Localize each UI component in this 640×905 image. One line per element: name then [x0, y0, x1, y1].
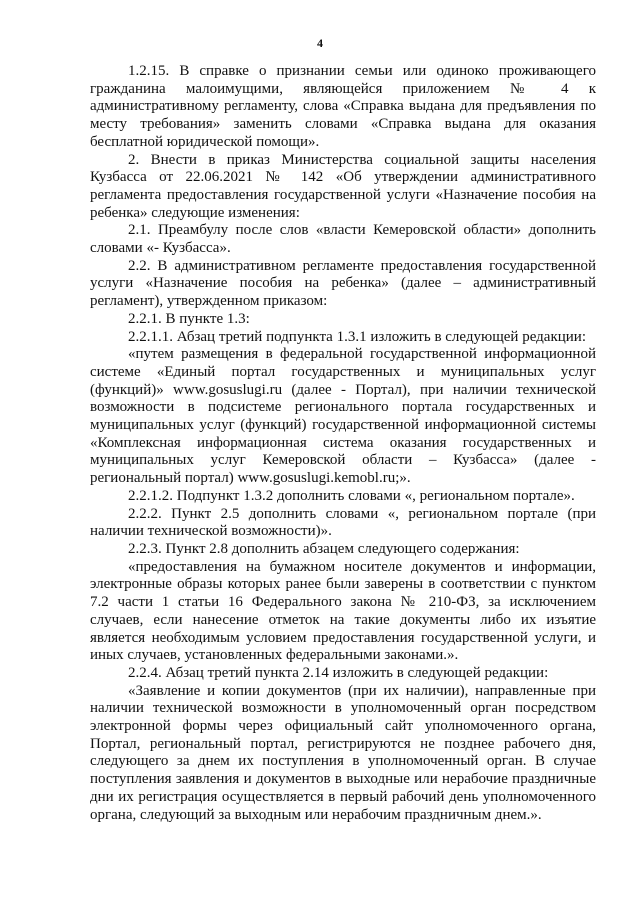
paragraph-2-2-1: 2.2.1. В пункте 1.3:: [128, 310, 250, 327]
paragraph-2-2-1-1: 2.2.1.1. Абзац третий подпункта 1.3.1 изложить в следующей редакции:: [128, 328, 586, 345]
paragraph-1-2-15: 1.2.15. В справке о признании семьи или одиноко проживающего гражданина малоимущими, являющейся приложением № 4 к административному регламенту, слова «Справка выдана для предъявления по месту требования» заменить словами «Справка выдана для оказания бесплатной юридической помощи».: [90, 63, 596, 150]
paragraph-quote-portal: «путем размещения в федеральной государственной информационной системе «Единый портал государственных и муниципальных услуг (функций)» www.gosuslugi.ru (далее - Портал), при наличии технической возможности в подсистеме регионального портала государственных и муниципальных услуг (функций) государственной информационной системы «Комплексная информационная система оказания государственных и муниципальных услуг Кемеровской области – Кузбасса» (далее - региональный портал) www.gosuslugi.kemobl.ru;».: [90, 346, 596, 487]
paragraph-2-2-4: 2.2.4. Абзац третий пункта 2.14 изложить в следующей редакции:: [128, 664, 549, 681]
paragraph-2: 2. Внести в приказ Министерства социальной защиты населения Кузбасса от 22.06.2021 № 142 «Об утверждении административного регламента предоставления государственной услуги «Назначение пособия на ребенка» следующие изменения:: [90, 151, 596, 221]
paragraph-2-2-3: 2.2.3. Пункт 2.8 дополнить абзацем следующего содержания:: [128, 540, 520, 557]
paragraph-2-2-1-2: 2.2.1.2. Подпункт 1.3.2 дополнить словами «, региональном портале».: [128, 487, 575, 504]
paragraph-quote-paper-documents: «предоставления на бумажном носителе документов и информации, электронные образы которых ранее были заверены в соответствии с пунктом 7.2 части 1 статьи 16 Федерального закона № 210-ФЗ, за исключением случаев, если нанесение отметок на такие документы либо их изъятие является необходимым условием предоставления государственной услуги, и иных случаев, установленных федеральными законами.».: [90, 558, 596, 664]
document-body: [90, 63, 596, 824]
paragraph-2-2-2: 2.2.2. Пункт 2.5 дополнить словами «, региональном портале (при наличии технической возможности)».: [90, 505, 596, 540]
paragraph-2-2: 2.2. В административном регламенте предоставления государственной услуги «Назначение пособия на ребенка» (далее – административный регламент), утвержденном приказом:: [90, 257, 596, 310]
paragraph-quote-application: «Заявление и копии документов (при их наличии), направленные при наличии технической возможности в уполномоченный орган посредством электронной формы через официальный сайт уполномоченного органа, Портал, региональный портал, регистрируются не позднее рабочего дня, следующего за днем их поступления в уполномоченный орган. В случае поступления заявления и документов в выходные или нерабочие праздничные дни их регистрация осуществляется в первый рабочий день уполномоченного органа, следующий за выходным или нерабочим праздничным днем.».: [90, 682, 596, 823]
page-number: 4: [317, 36, 323, 50]
paragraph-2-1: 2.1. Преамбулу после слов «власти Кемеровской области» дополнить словами «- Кузбасса».: [90, 222, 596, 257]
